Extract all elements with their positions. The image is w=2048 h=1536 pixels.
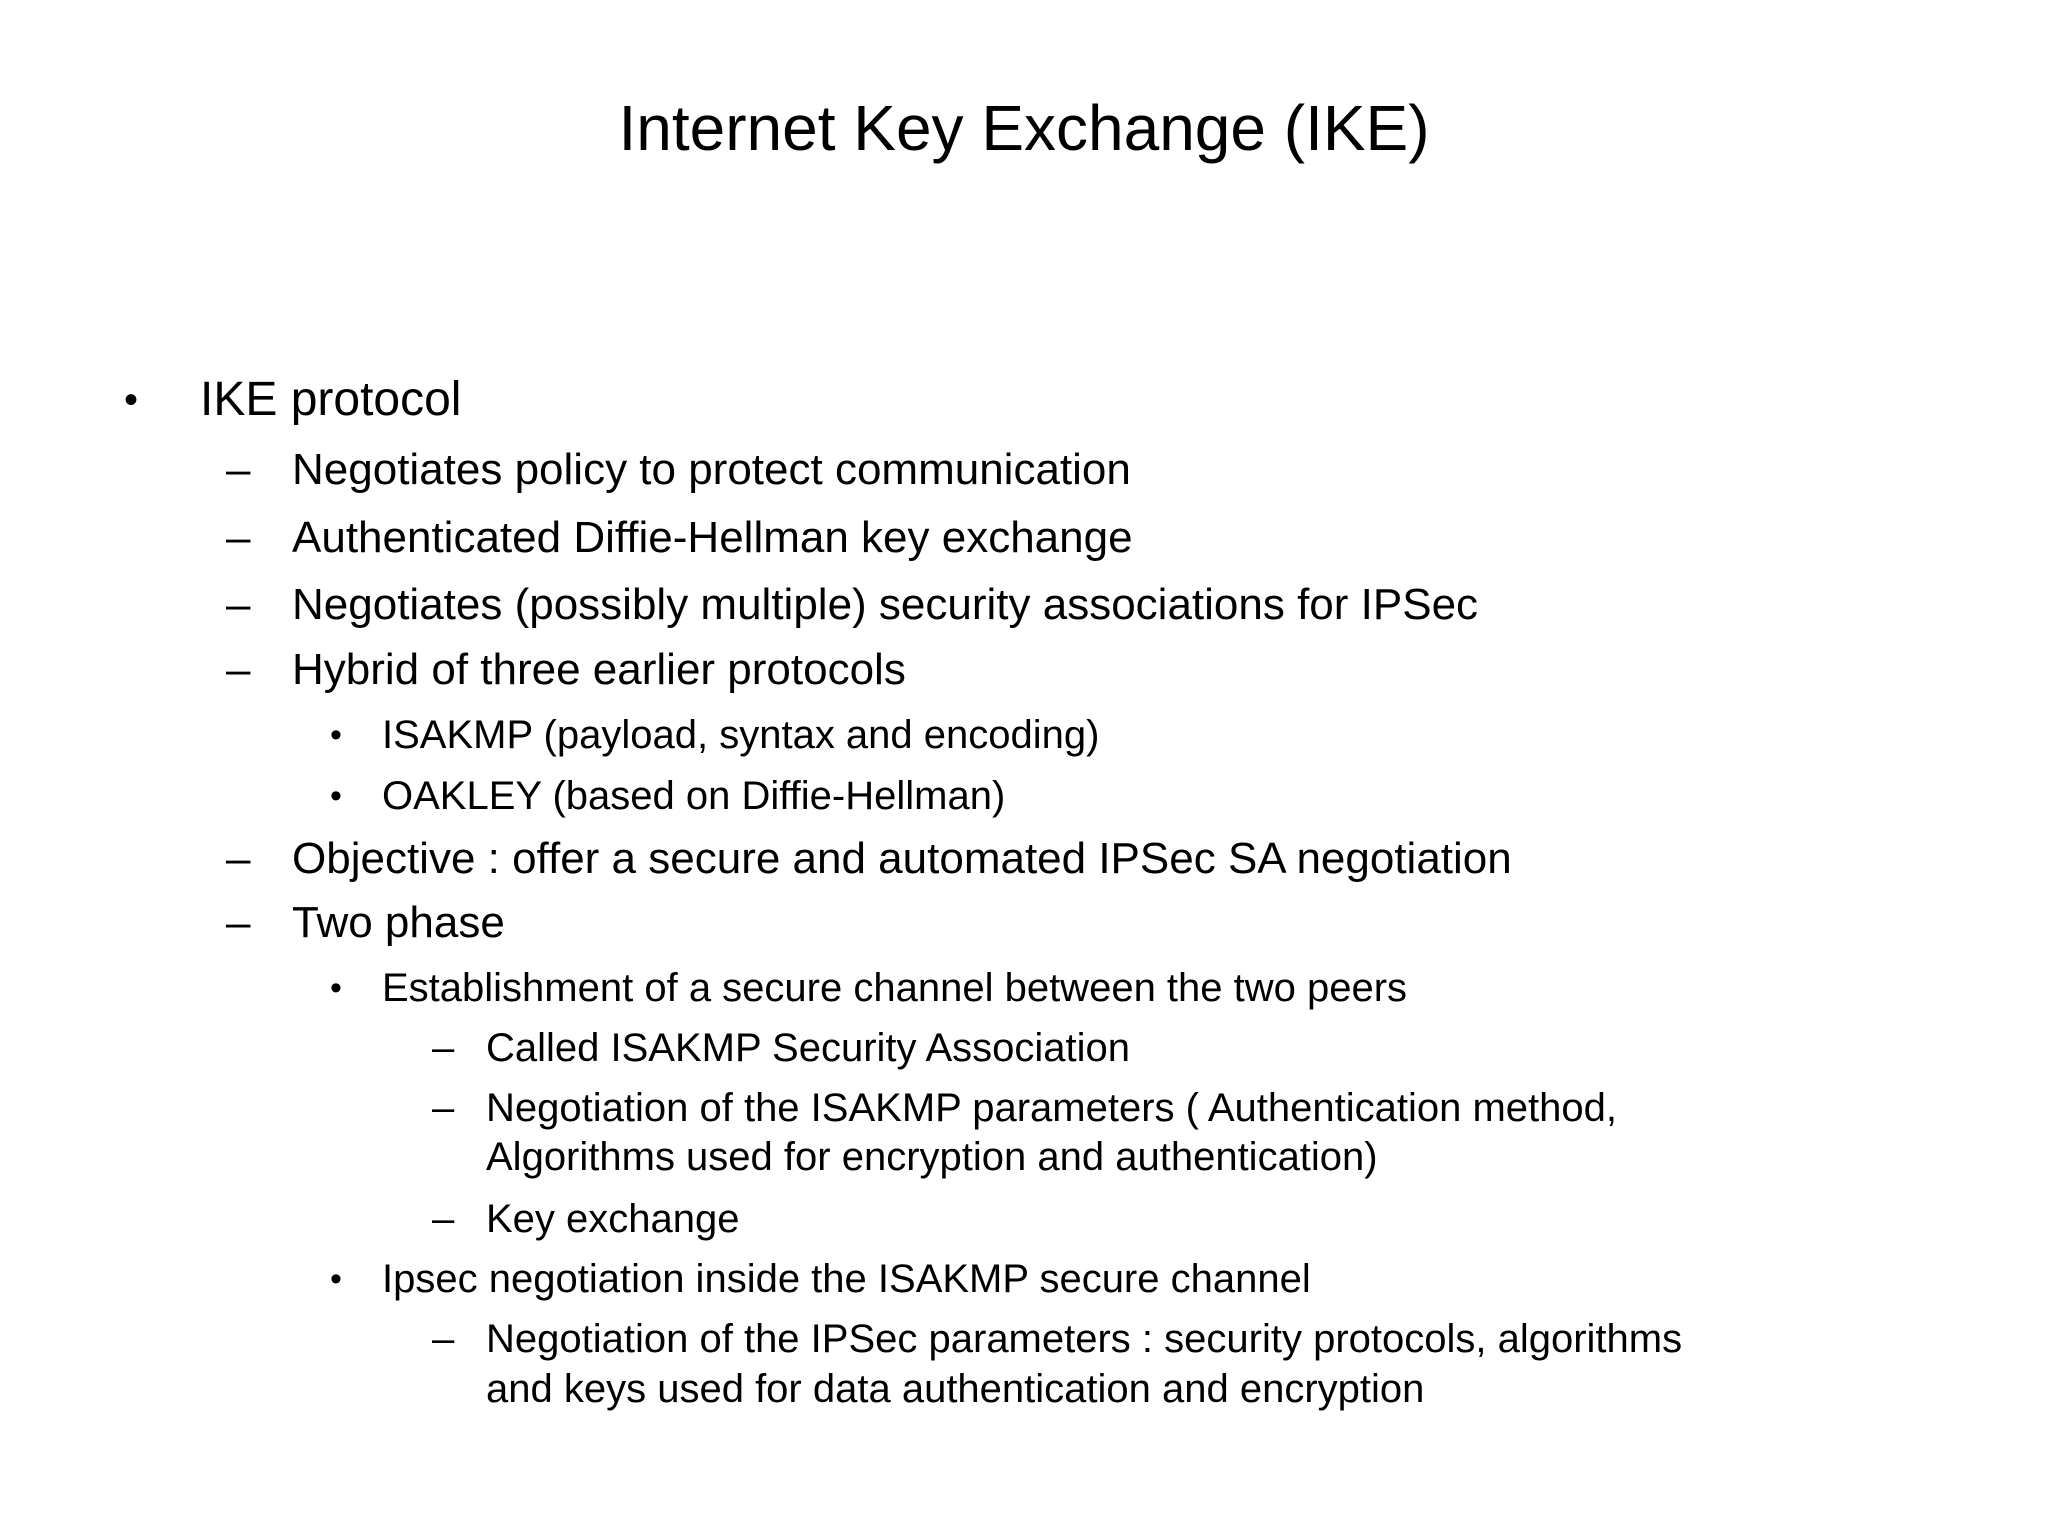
list-item-text: OAKLEY (based on Diffie-Hellman)	[382, 774, 1006, 818]
list-item-text: Ipsec negotiation inside the ISAKMP secure channel	[382, 1257, 1311, 1301]
list-item-text: Negotiation of the ISAKMP parameters ( Authentication method,	[486, 1086, 1618, 1130]
list-item-text: Objective : offer a secure and automated IPSec SA negotiation	[292, 834, 1512, 883]
dash-icon: –	[432, 1026, 455, 1070]
list-item-text: IKE protocol	[200, 373, 462, 426]
bullet-icon: •	[330, 1260, 342, 1298]
dash-icon: –	[226, 834, 251, 883]
dash-icon: –	[432, 1317, 455, 1361]
dash-icon: –	[226, 513, 251, 562]
slide-title: Internet Key Exchange (IKE)	[618, 92, 1430, 164]
dash-icon: –	[226, 898, 251, 947]
list-item-text: Two phase	[292, 898, 505, 947]
list-item-text: Called ISAKMP Security Association	[486, 1026, 1131, 1070]
list-item-text: ISAKMP (payload, syntax and encoding)	[382, 713, 1100, 757]
bullet-icon: •	[330, 777, 342, 815]
bullet-icon: •	[124, 378, 139, 422]
list-item-text: Hybrid of three earlier protocols	[292, 645, 906, 694]
dash-icon: –	[226, 580, 251, 629]
list-item-text: Negotiates policy to protect communication	[292, 445, 1131, 494]
bullet-icon: •	[330, 969, 342, 1007]
bullet-icon: •	[330, 716, 342, 754]
dash-icon: –	[432, 1197, 455, 1241]
list-item-text: Establishment of a secure channel between the two peers	[382, 966, 1408, 1010]
list-item-text: Negotiation of the IPSec parameters : security protocols, algorithms	[486, 1317, 1683, 1361]
dash-icon: –	[432, 1086, 455, 1130]
list-item-text: Algorithms used for encryption and authentication)	[486, 1135, 1378, 1179]
list-item-text: Key exchange	[486, 1197, 740, 1241]
dash-icon: –	[226, 645, 251, 694]
list-item-text: Authenticated Diffie-Hellman key exchange	[292, 513, 1133, 562]
dash-icon: –	[226, 445, 251, 494]
list-item-text: and keys used for data authentication and encryption	[486, 1367, 1425, 1411]
list-item-text: Negotiates (possibly multiple) security associations for IPSec	[292, 580, 1479, 629]
